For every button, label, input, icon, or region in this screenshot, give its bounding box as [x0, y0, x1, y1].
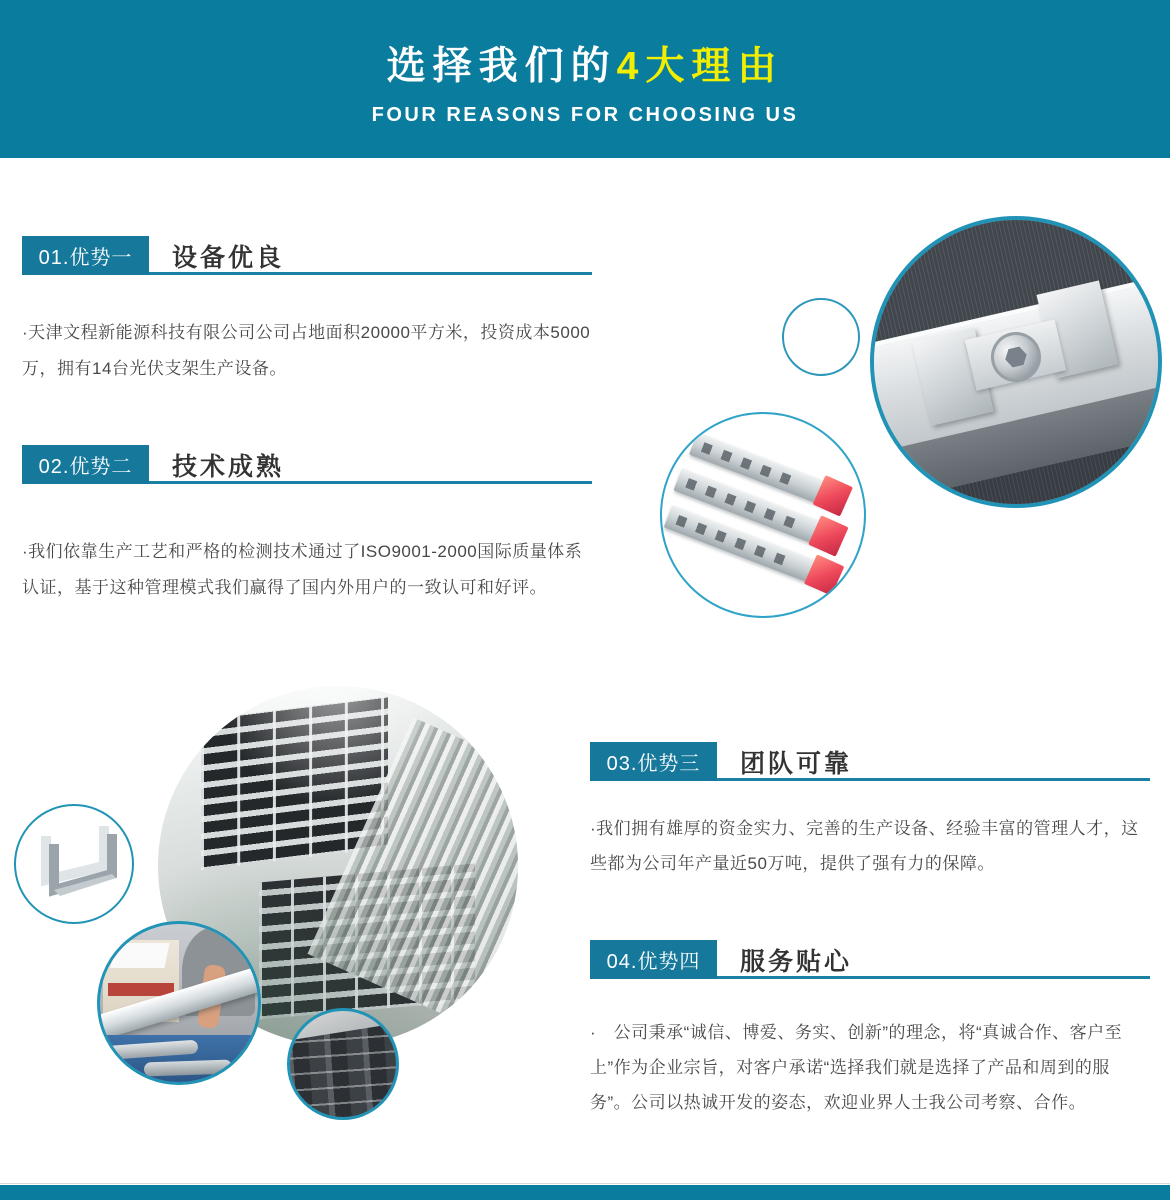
- advantage-section-2: [22, 445, 592, 606]
- bundle-rows: [287, 1022, 399, 1120]
- u-channel-profile-photo: [14, 804, 134, 924]
- section-badge: 04.优势四: [590, 940, 717, 979]
- section-body-text: ·我们拥有雄厚的资金实力、完善的生产设备、经验丰富的管理人才，这些都为公司年产量近50万吨，提供了强有力的保障。: [590, 819, 1139, 873]
- header-band: [0, 0, 1170, 158]
- solar-mid-clamp-photo: [870, 216, 1162, 508]
- footer-band: [0, 1185, 1170, 1200]
- section-title: 设备优良: [172, 244, 285, 272]
- footer-divider: [0, 1183, 1170, 1184]
- section-header: [22, 445, 592, 484]
- page-title-highlight: 4大理由: [616, 45, 784, 88]
- section-title: 团队可靠: [740, 750, 853, 778]
- packed-bundles-photo: [287, 1008, 399, 1120]
- section-title: 服务贴心: [740, 948, 853, 976]
- section-body-text: ·我们依靠生产工艺和严格的检测技术通过了ISO9001-2000国际质量体系认证，基于这种管理模式我们赢得了国内外用户的一致认可和好评。: [22, 542, 583, 597]
- papers: [110, 943, 169, 968]
- page-title: [0, 46, 1170, 88]
- advantage-section-1: [22, 236, 592, 387]
- red-capped-brackets-photo: [660, 412, 866, 618]
- page-title-main: 选择我们的: [386, 45, 617, 88]
- section-header: [22, 236, 592, 275]
- section-badge: 02.优势二: [22, 445, 149, 484]
- section-body-text: · 公司秉承“诚信、博爱、务实、创新”的理念，将“真诚合作、客户至上”作为企业宗旨，对客户承诺“选择我们就是选择了产品和周到的服务”。公司以热诚开发的姿态，欢迎业界人士我公司考察、合作。: [590, 1023, 1123, 1112]
- section-title: 技术成熟: [172, 453, 285, 481]
- advantage-section-4: [590, 940, 1150, 1120]
- section-badge: 03.优势三: [590, 742, 717, 781]
- production-line-photo: [97, 921, 261, 1085]
- u-channel-drawing: [16, 806, 132, 922]
- section-badge: 01.优势一: [22, 236, 149, 275]
- section-header: [590, 742, 1150, 781]
- decorative-outline-circle: [782, 298, 860, 376]
- page-subtitle: FOUR REASONS FOR CHOOSING US: [371, 104, 799, 126]
- section-body-text: ·天津文程新能源科技有限公司公司占地面积20000平方米，投资成本5000万，拥有14台光伏支架生产设备。: [22, 323, 591, 378]
- section-header: [590, 940, 1150, 979]
- advantage-section-3: [590, 742, 1150, 881]
